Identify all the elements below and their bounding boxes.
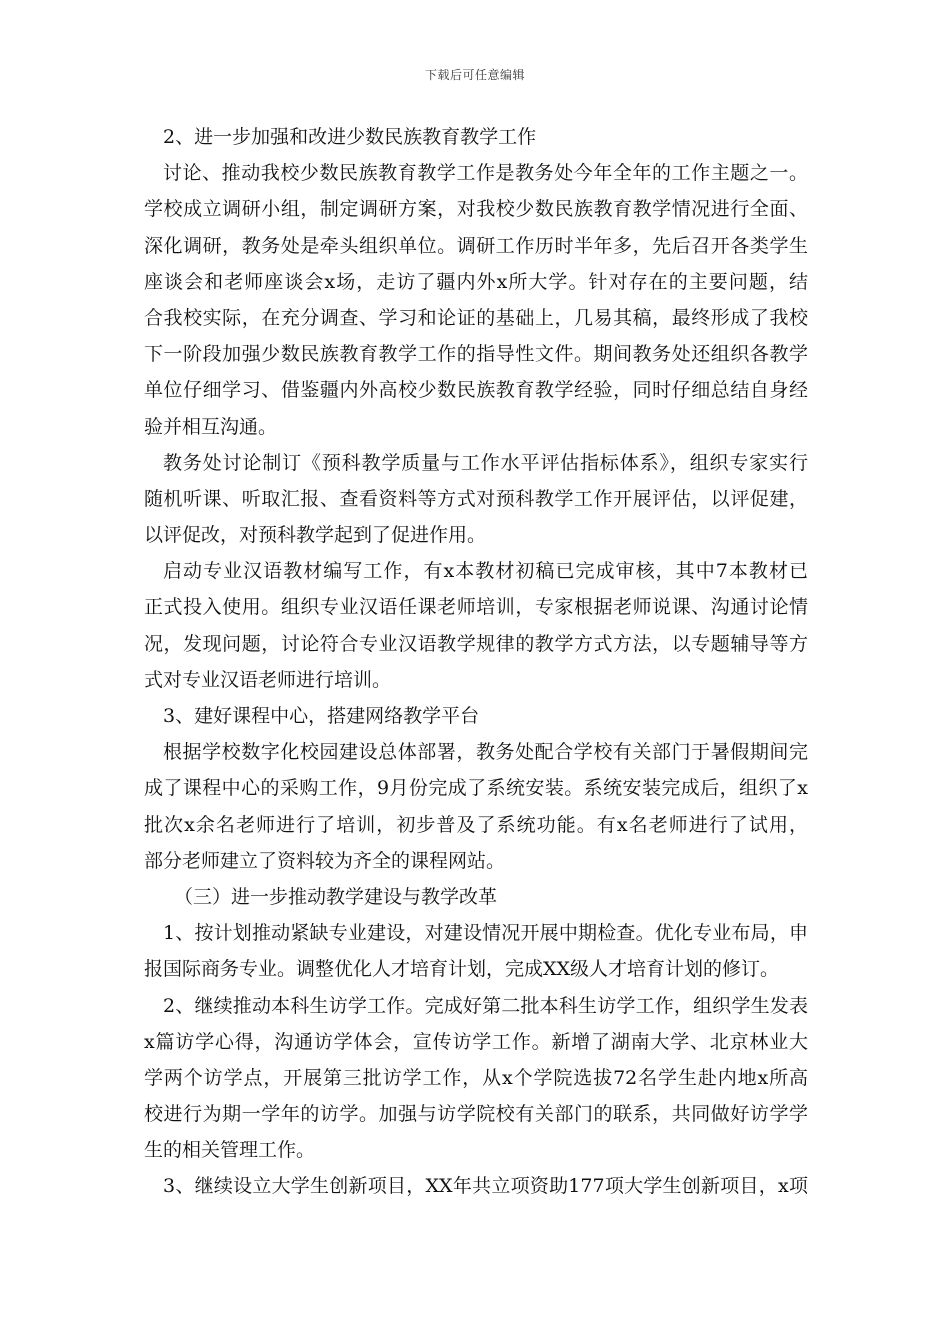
paragraph-line: 座谈会和老师座谈会x场，走访了疆内外x所大学。针对存在的主要问题，结 — [144, 270, 808, 293]
paragraph-line: 单位仔细学习、借鉴疆内外高校少数民族教育教学经验，同时仔细总结自身经 — [144, 379, 808, 402]
paragraph-line: 学校成立调研小组，制定调研方案，对我校少数民族教育教学情况进行全面、 — [144, 198, 808, 221]
paragraph-line: 报国际商务专业。调整优化人才培育计划，完成XX级人才培育计划的修订。 — [144, 958, 780, 981]
paragraph-line: 学两个访学点，开展第三批访学工作，从x个学院选拔72名学生赴内地x所高 — [144, 1066, 808, 1089]
paragraph-line: 式对专业汉语老师进行培训。 — [144, 668, 392, 691]
paragraph-line: 讨论、推动我校少数民族教育教学工作是教务处今年全年的工作主题之一。 — [163, 162, 808, 185]
section-heading: 3、建好课程中心，搭建网络教学平台 — [163, 705, 480, 727]
paragraph-line: 部分老师建立了资料较为齐全的课程网站。 — [144, 849, 506, 872]
section-heading: （三）进一步推动教学建设与教学改革 — [174, 885, 498, 908]
paragraph-line: 合我校实际，在充分调查、学习和论证的基础上，几易其稿，最终形成了我校 — [144, 306, 808, 329]
paragraph-line: 3、继续设立大学生创新项目，XX年共立项资助177项大学生创新项目，x项 — [163, 1175, 808, 1198]
paragraph-line: 教务处讨论制订《预科教学质量与工作水平评估指标体系》，组织专家实行 — [163, 451, 808, 474]
page-header: 下载后可任意编辑 — [424, 68, 525, 82]
paragraph-line: 批次x余名老师进行了培训，初步普及了系统功能。有x名老师进行了试用， — [144, 813, 808, 836]
document-body — [144, 119, 808, 1205]
paragraph-line: 随机听课、听取汇报、查看资料等方式对预科教学工作开展评估，以评促建， — [144, 487, 808, 510]
paragraph-line: 以评促改，对预科教学起到了促进作用。 — [144, 524, 487, 547]
paragraph-line: 2、继续推动本科生访学工作。完成好第二批本科生访学工作，组织学生发表 — [163, 994, 808, 1017]
paragraph-line: 生的相关管理工作。 — [144, 1139, 316, 1162]
paragraph-line: 校进行为期一学年的访学。加强与访学院校有关部门的联系，共同做好访学学 — [144, 1103, 808, 1126]
paragraph-line: 深化调研，教务处是牵头组织单位。调研工作历时半年多，先后召开各类学生 — [144, 234, 808, 257]
paragraph-line: 1、按计划推动紧缺专业建设，对建设情况开展中期检查。优化专业布局，申 — [163, 922, 808, 945]
paragraph-line: 成了课程中心的采购工作，9月份完成了系统安装。系统安装完成后，组织了x — [144, 777, 808, 800]
paragraph-line: 况，发现问题，讨论符合专业汉语教学规律的教学方式方法，以专题辅导等方 — [144, 632, 808, 655]
paragraph-line: 正式投入使用。组织专业汉语任课老师培训，专家根据老师说课、沟通讨论情 — [144, 596, 808, 619]
paragraph-line: 下一阶段加强少数民族教育教学工作的指导性文件。期间教务处还组织各教学 — [144, 343, 808, 366]
paragraph-line: 根据学校数字化校园建设总体部署，教务处配合学校有关部门于暑假期间完 — [163, 741, 808, 764]
paragraph-line: x篇访学心得，沟通访学体会，宣传访学工作。新增了湖南大学、北京林业大 — [144, 1030, 808, 1053]
paragraph-line: 启动专业汉语教材编写工作，有x本教材初稿已完成审核，其中7本教材已 — [163, 560, 808, 583]
section-heading: 2、进一步加强和改进少数民族教育教学工作 — [163, 126, 537, 148]
paragraph-line: 验并相互沟通。 — [144, 415, 278, 438]
